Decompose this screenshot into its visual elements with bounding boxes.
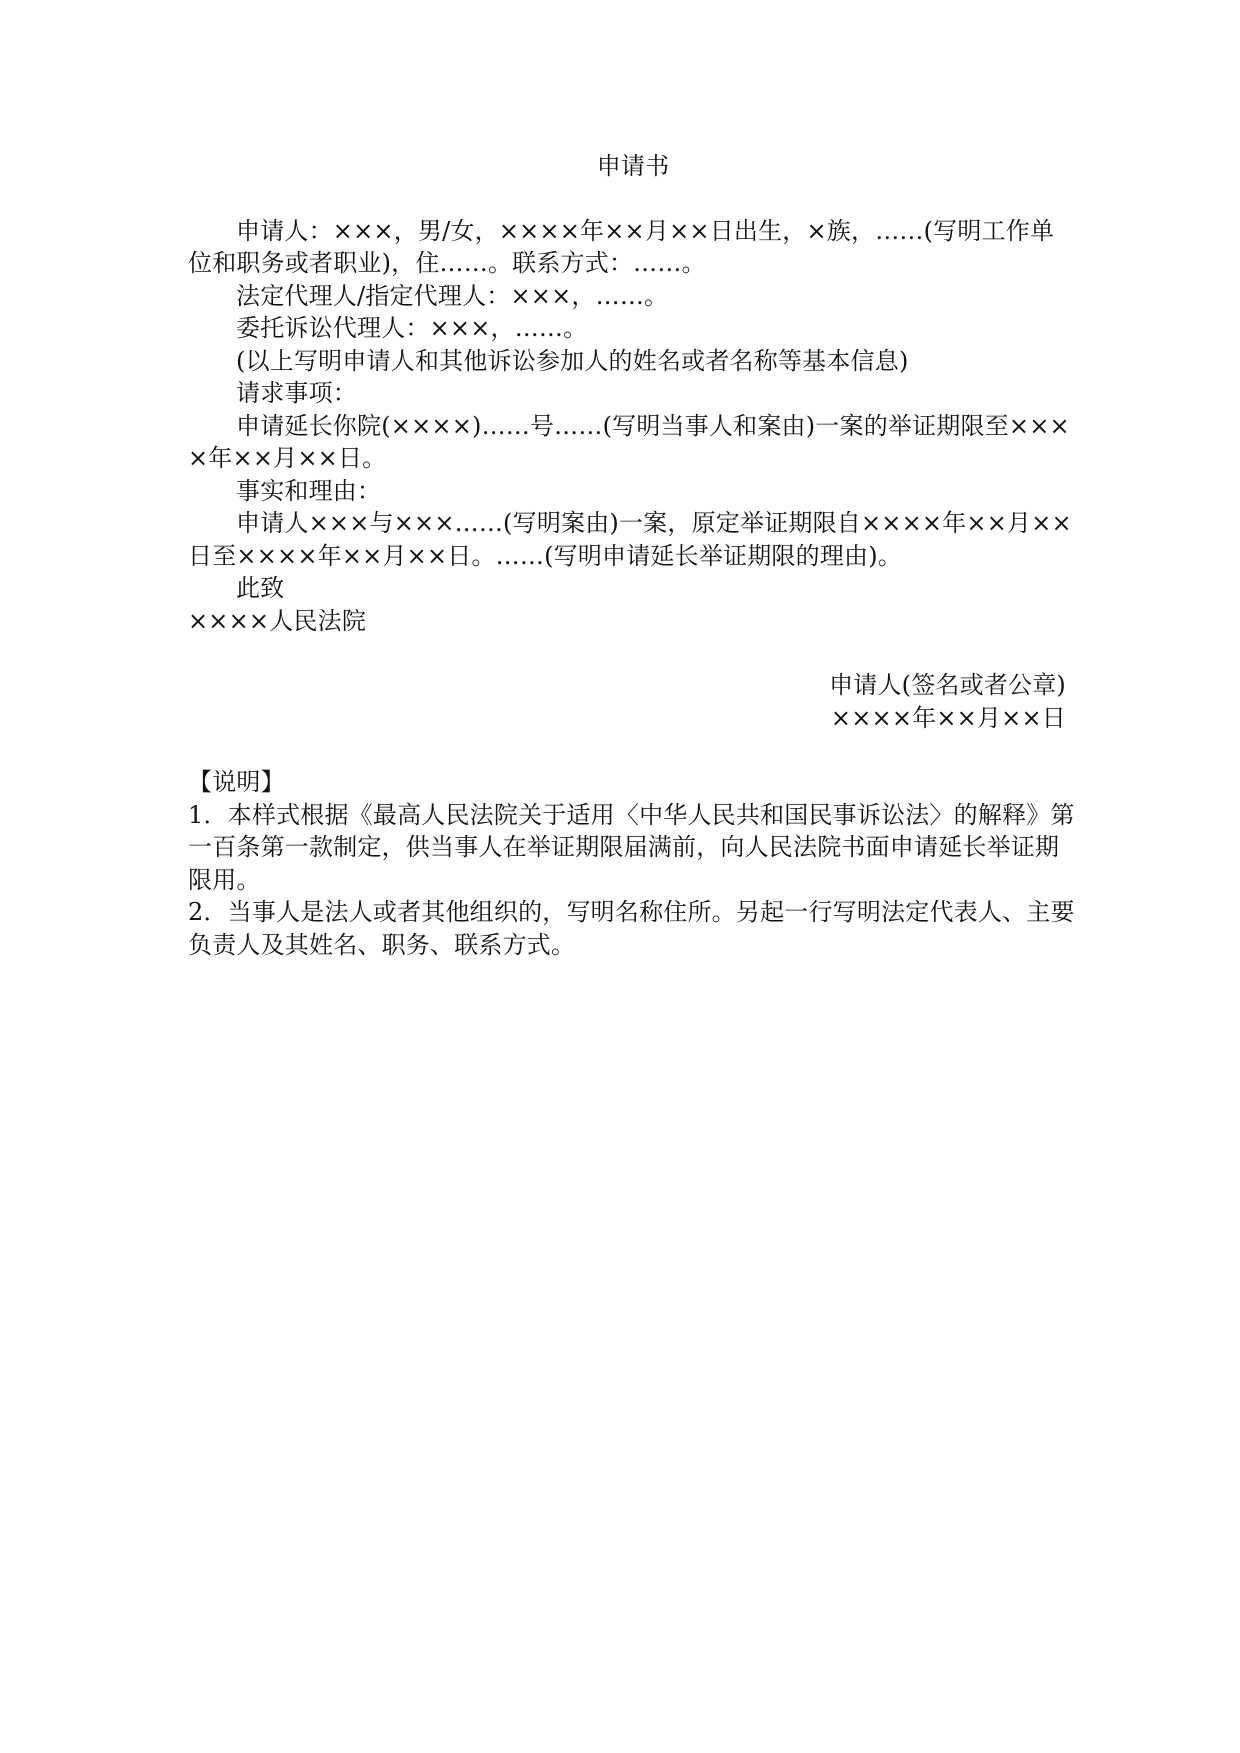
note-item-2: 2．当事人是法人或者其他组织的，写明名称住所。另起一行写明法定代表人、主要负责人及其姓名、职务、联系方式。 xyxy=(188,898,1075,959)
applicant-info: 申请人：×××，男/女，××××年××月××日出生，×族，……(写明工作单位和职务或者职业)，住……。联系方式：……。 xyxy=(188,216,1055,277)
request-body: 申请延长你院(××××)……号……(写明当事人和案由)一案的举证期限至××××年××月××日。 xyxy=(188,411,1070,472)
request-heading: 请求事项： xyxy=(236,379,357,407)
legal-representative: 法定代理人/指定代理人：×××，……。 xyxy=(236,281,669,310)
spacer xyxy=(188,734,1078,766)
facts-body: 申请人×××与×××……(写明案由)一案，原定举证期限自××××年××月××日至××××年××月××日。……(写明申请延长举证期限的理由)。 xyxy=(188,509,1072,570)
entrusted-agent: 委托诉讼代理人：×××，……。 xyxy=(236,314,588,342)
document-content xyxy=(188,150,1078,961)
salutation: 此致 xyxy=(236,574,285,602)
spacer xyxy=(188,183,1078,215)
addressee: ××××人民法院 xyxy=(188,606,367,635)
participants-note: (以上写明申请人和其他诉讼参加人的姓名或者名称等基本信息) xyxy=(236,346,909,375)
facts-heading: 事实和理由： xyxy=(236,476,382,505)
note-item-1: 1．本样式根据《最高人民法院关于适用〈中华人民共和国民事诉讼法〉的解释》第一百条第一款制定，供当事人在举证期限届满前，向人民法院书面申请延长举证期限用。 xyxy=(188,800,1075,894)
document-title: 申请书 xyxy=(596,152,670,180)
notes-heading: 【说明】 xyxy=(188,768,285,796)
spacer xyxy=(188,637,1078,669)
applicant-signature: 申请人(签名或者公章) xyxy=(829,671,1066,699)
signature-date: ××××年××月××日 xyxy=(830,703,1066,732)
